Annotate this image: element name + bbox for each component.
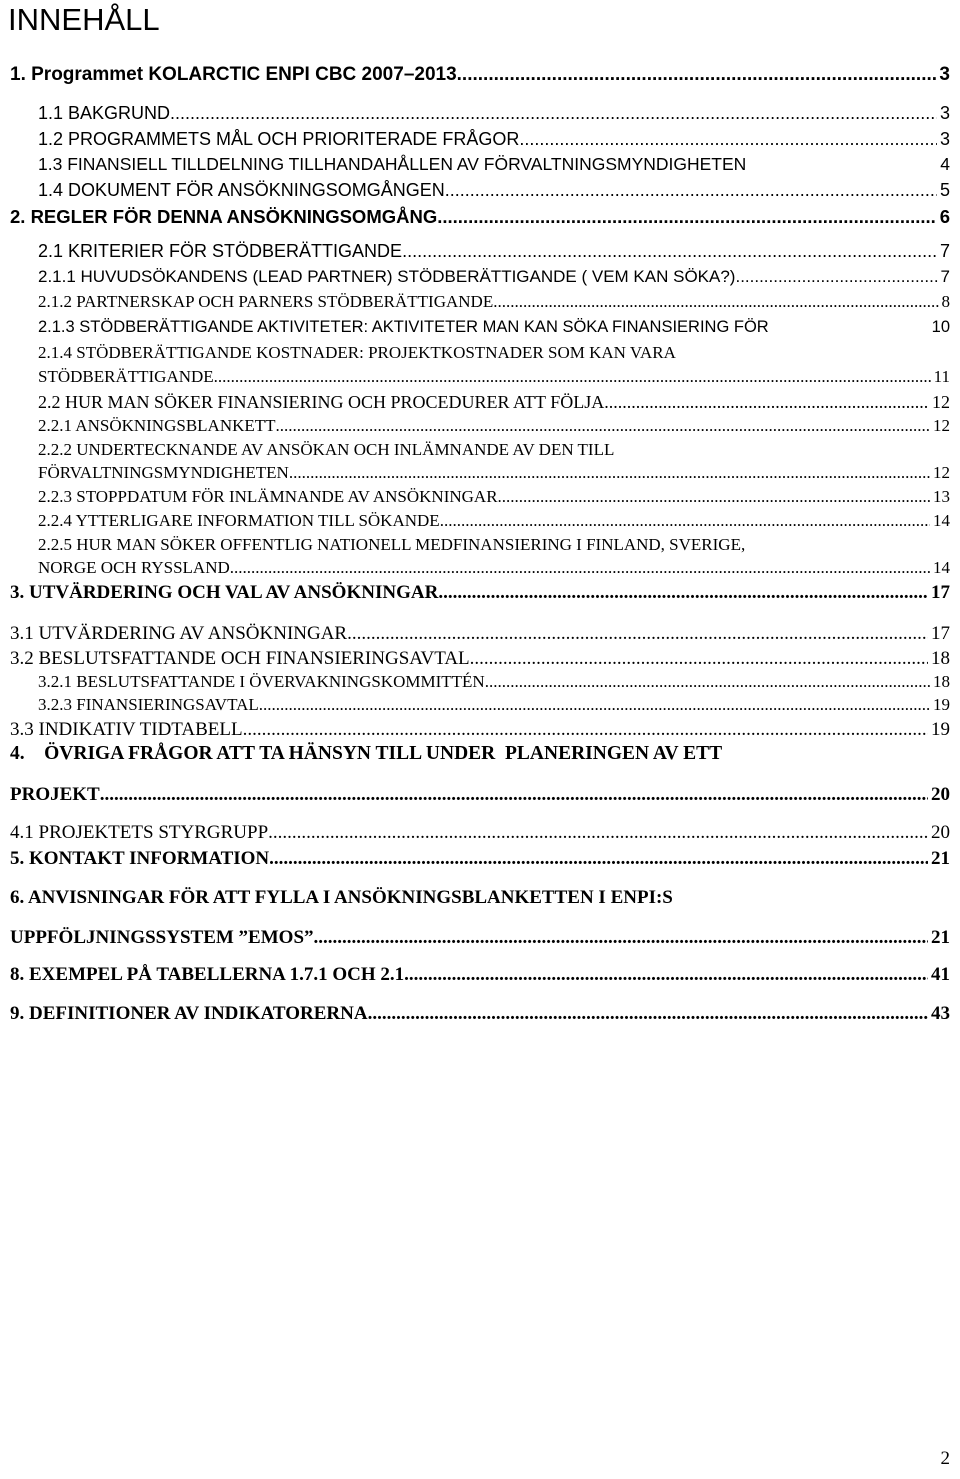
toc-entry[interactable] — [10, 582, 950, 604]
toc-entry-title: STÖDBERÄTTIGANDE — [38, 367, 214, 386]
toc-entry[interactable] — [10, 848, 950, 870]
toc-entry-title: 4. ÖVRIGA FRÅGOR ATT TA HÄNSYN TILL UNDER PLANERINGEN AV ETT — [10, 743, 723, 764]
toc-entry[interactable] — [38, 463, 950, 483]
toc-entry[interactable] — [38, 487, 950, 507]
toc-entry[interactable] — [38, 535, 950, 555]
toc-entry-title: 8. EXEMPEL PÅ TABELLERNA 1.7.1 OCH 2.1 — [10, 964, 405, 985]
toc-entry[interactable] — [38, 511, 950, 531]
toc-entry-page: 7 — [939, 241, 950, 261]
toc-entry-page: 3 — [939, 64, 950, 85]
toc-entry[interactable] — [10, 784, 950, 806]
toc-entry-page: 13 — [933, 487, 950, 506]
toc-entry[interactable] — [38, 440, 950, 460]
toc-entry-title: 1.2 PROGRAMMETS MÅL OCH PRIORITERADE FRÅGOR — [38, 129, 520, 149]
toc-entry[interactable] — [38, 558, 950, 578]
toc-entry[interactable] — [10, 964, 950, 986]
toc-entry-page: 41 — [931, 964, 950, 985]
toc-entry-title: NORGE OCH RYSSLAND — [38, 558, 230, 577]
toc-entry-title: 3.2 BESLUTSFATTANDE OCH FINANSIERINGSAVTAL — [10, 648, 470, 669]
toc-entry-title: 2.1.1 HUVUDSÖKANDENS (LEAD PARTNER) STÖDBERÄTTIGANDE ( VEM KAN SÖKA?) — [38, 267, 736, 286]
toc-entry[interactable] — [38, 416, 950, 436]
toc-entry-title: 2.2.3 STOPPDATUM FÖR INLÄMNANDE AV ANSÖKNINGAR — [38, 487, 498, 506]
toc-entry[interactable] — [10, 648, 950, 670]
toc-entry-page: 5 — [939, 180, 950, 200]
toc-entry-page: 20 — [931, 784, 950, 805]
toc-entry-title: 2.1.4 STÖDBERÄTTIGANDE KOSTNADER: PROJEKTKOSTNADER SOM KAN VARA — [38, 343, 676, 362]
toc-entry[interactable] — [10, 822, 950, 844]
toc-entry-title: 2.2.2 UNDERTECKNANDE AV ANSÖKAN OCH INLÄMNANDE AV DEN TILL — [38, 440, 615, 459]
toc-entry[interactable] — [38, 180, 950, 201]
toc-entry-page: 21 — [931, 848, 950, 869]
toc-entry-page: 17 — [931, 582, 950, 603]
toc-entry[interactable] — [38, 241, 950, 262]
toc-entry-page: 43 — [931, 1003, 950, 1024]
toc-entry-page: 19 — [933, 695, 950, 714]
toc-entry-title: 3.3 INDIKATIV TIDTABELL — [10, 719, 243, 740]
toc-entry-title: 1.1 BAKGRUND — [38, 103, 171, 123]
toc-entry[interactable] — [10, 1003, 950, 1025]
toc-entry[interactable] — [10, 743, 950, 765]
toc-entry[interactable] — [38, 292, 950, 312]
toc-entry-title: PROJEKT — [10, 784, 100, 805]
toc-entry-page: 12 — [933, 416, 950, 435]
toc-entry-title: 2.2.4 YTTERLIGARE INFORMATION TILL SÖKANDE — [38, 511, 440, 530]
toc-entry-page: 3 — [939, 103, 950, 123]
toc-entry[interactable] — [38, 367, 950, 387]
toc-entry[interactable] — [10, 623, 950, 645]
toc-entry-page: 14 — [933, 558, 950, 577]
toc-entry[interactable] — [38, 267, 950, 287]
toc-entry-page: 20 — [931, 822, 950, 843]
toc-entry[interactable] — [10, 719, 950, 741]
toc-entry-title: 1.3 FINANSIELL TILLDELNING TILLHANDAHÅLLEN AV FÖRVALTNINGSMYNDIGHETEN — [38, 154, 747, 174]
toc-entry-title: 6. ANVISNINGAR FÖR ATT FYLLA I ANSÖKNINGSBLANKETTEN I ENPI:S — [10, 887, 673, 908]
toc-entry[interactable] — [38, 318, 950, 337]
toc-entry-page: 10 — [931, 318, 950, 336]
toc-entry[interactable] — [38, 129, 950, 150]
toc-entry[interactable] — [10, 887, 950, 909]
toc-entry[interactable] — [10, 64, 950, 86]
toc-heading: INNEHÅLL — [8, 2, 160, 37]
toc-entry[interactable] — [38, 672, 950, 692]
toc-entry-page: 17 — [931, 623, 950, 644]
toc-entry-title: UPPFÖLJNINGSSYSTEM ”EMOS” — [10, 927, 314, 948]
toc-entry-page: 11 — [933, 367, 950, 386]
toc-entry-page: 12 — [933, 463, 950, 482]
toc-entry[interactable] — [38, 343, 950, 363]
toc-entry-title: 3.2.3 FINANSIERINGSAVTAL — [38, 695, 259, 714]
toc-entry[interactable] — [38, 154, 950, 175]
toc-entry-page: 14 — [933, 511, 950, 530]
toc-entry-page: 18 — [931, 648, 950, 669]
toc-entry-page: 18 — [933, 672, 950, 691]
toc-entry-title: 2.1.2 PARTNERSKAP OCH PARNERS STÖDBERÄTTIGANDE — [38, 292, 494, 311]
toc-entry-title: 2.1.3 STÖDBERÄTTIGANDE AKTIVITETER: AKTIVITETER MAN KAN SÖKA FINANSIERING FÖR — [38, 318, 769, 336]
toc-entry-title: 2.2.5 HUR MAN SÖKER OFFENTLIG NATIONELL MEDFINANSIERING I FINLAND, SVERIGE, — [38, 535, 746, 554]
toc-entry-title: 1.4 DOKUMENT FÖR ANSÖKNINGSOMGÅNGEN — [38, 180, 445, 200]
toc-entry-page: 19 — [931, 719, 950, 740]
page-number: 2 — [940, 1448, 950, 1469]
toc-entry[interactable] — [10, 927, 950, 949]
toc-entry[interactable] — [38, 695, 950, 715]
toc-entry-page: 12 — [932, 392, 950, 412]
toc-entry-title: 2.2 HUR MAN SÖKER FINANSIERING OCH PROCEDURER ATT FÖLJA — [38, 392, 605, 412]
toc-entry-title: 5. KONTAKT INFORMATION — [10, 848, 270, 869]
toc-entry-page: 7 — [940, 267, 950, 286]
toc-entry-page: 4 — [940, 154, 950, 174]
toc-entry-page: 21 — [931, 927, 950, 948]
toc-entry-page: 3 — [939, 129, 950, 149]
toc-entry-title: 2. REGLER FÖR DENNA ANSÖKNINGSOMGÅNG — [10, 206, 438, 227]
toc-entry-page: 8 — [941, 292, 950, 311]
toc-entry-title: FÖRVALTNINGSMYNDIGHETEN — [38, 463, 289, 482]
toc-entry-title: 3.2.1 BESLUTSFATTANDE I ÖVERVAKNINGSKOMMITTÉN — [38, 672, 485, 691]
toc-entry-title: 1. Programmet KOLARCTIC ENPI CBC 2007–2013 — [10, 64, 457, 85]
toc-entry-title: 3. UTVÄRDERING OCH VAL AV ANSÖKNINGAR — [10, 582, 439, 603]
toc-entry-title: 3.1 UTVÄRDERING AV ANSÖKNINGAR — [10, 623, 348, 644]
toc-entry[interactable] — [38, 392, 950, 413]
toc-entry-title: 9. DEFINITIONER AV INDIKATORERNA — [10, 1003, 368, 1024]
toc-entry-title: 4.1 PROJEKTETS STYRGRUPP — [10, 822, 269, 843]
toc-entry-title: 2.2.1 ANSÖKNINGSBLANKETT — [38, 416, 276, 435]
toc-entry-page: 6 — [939, 206, 950, 227]
toc-entry-title: 2.1 KRITERIER FÖR STÖDBERÄTTIGANDE — [38, 241, 403, 261]
toc-entry[interactable] — [38, 103, 950, 124]
toc-entry[interactable] — [10, 206, 950, 228]
